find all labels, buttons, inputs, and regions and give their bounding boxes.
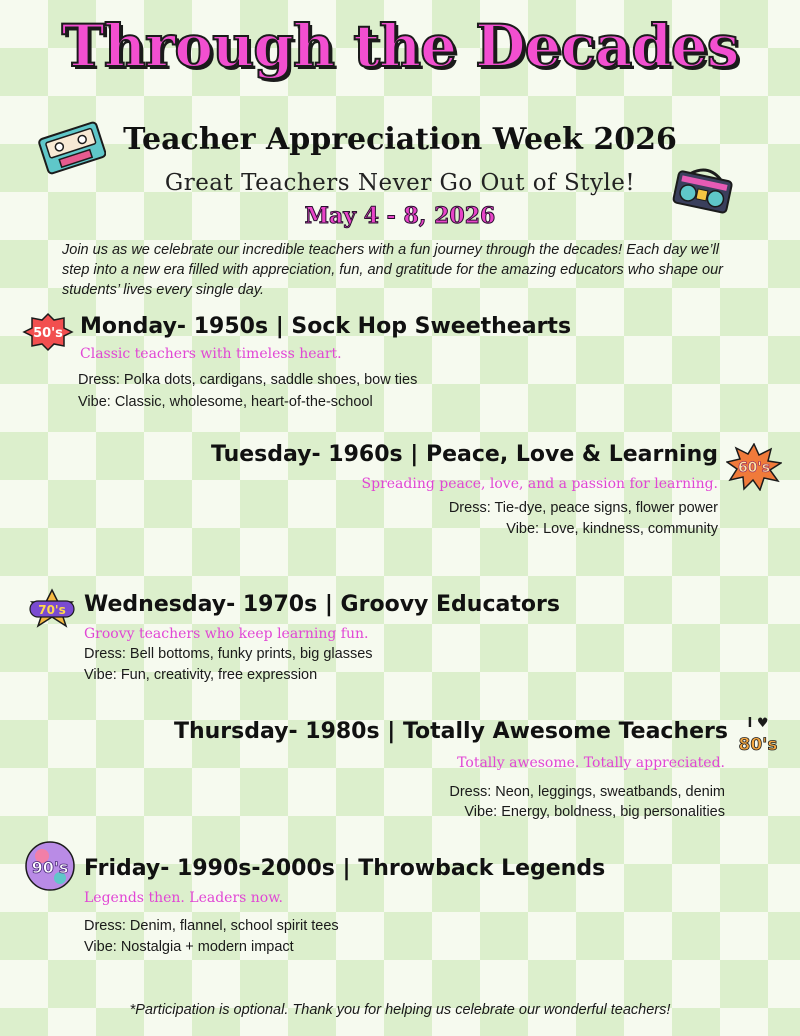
sixties-badge-icon	[726, 443, 782, 491]
day-vibe-friday: Vibe: Nostalgia + modern impact	[84, 939, 294, 955]
page-title: Through the Decades	[61, 12, 739, 80]
footer-note: *Participation is optional. Thank you for helping us celebrate our wonderful teachers!	[129, 1002, 671, 1018]
day-heading-tuesday: Tuesday- 1960s | Peace, Love & Learning	[210, 442, 718, 467]
event-subtitle: Teacher Appreciation Week 2026	[123, 122, 677, 157]
day-vibe-monday: Vibe: Classic, wholesome, heart-of-the-school	[78, 394, 373, 410]
day-dress-friday: Dress: Denim, flannel, school spirit tees	[84, 918, 339, 934]
day-dress-monday: Dress: Polka dots, cardigans, saddle shoes, bow ties	[78, 372, 418, 388]
day-tagline-thursday: Totally awesome. Totally appreciated.	[457, 755, 725, 771]
seventies-badge-text: 70's	[38, 603, 66, 617]
event-tagline: Great Teachers Never Go Out of Style!	[164, 170, 636, 196]
day-tagline-monday: Classic teachers with timeless heart.	[80, 346, 342, 362]
eighties-badge-icon	[736, 710, 780, 760]
day-tagline-friday: Legends then. Leaders now.	[84, 890, 284, 906]
nineties-badge-text: 90's	[31, 858, 69, 877]
event-dates: May 4 - 8, 2026	[304, 203, 496, 229]
day-heading-wednesday: Wednesday- 1970s | Groovy Educators	[84, 592, 560, 617]
fifties-badge-icon	[22, 312, 74, 352]
day-dress-thursday: Dress: Neon, leggings, sweatbands, denim	[449, 784, 725, 800]
day-tagline-tuesday: Spreading peace, love, and a passion for learning.	[361, 476, 718, 492]
day-dress-tuesday: Dress: Tie-dye, peace signs, flower power	[448, 500, 718, 516]
day-heading-monday: Monday- 1950s | Sock Hop Sweethearts	[80, 314, 572, 339]
day-heading-thursday: Thursday- 1980s | Totally Awesome Teachers	[173, 719, 728, 744]
day-vibe-thursday: Vibe: Energy, boldness, big personalities	[464, 804, 725, 820]
eighties-badge-text: 80's	[738, 735, 778, 755]
nineties-badge-icon	[24, 838, 76, 894]
seventies-badge-icon	[24, 588, 80, 630]
day-vibe-wednesday: Vibe: Fun, creativity, free expression	[84, 667, 318, 683]
day-heading-friday: Friday- 1990s-2000s | Throwback Legends	[84, 856, 606, 881]
intro-paragraph: Join us as we celebrate our incredible teachers with a fun journey through the decades! Each day we’ll step into a new era filled with appreciation, fun, and gratitude for the amazing educators who shape our students’ lives every single day.	[62, 242, 723, 298]
day-dress-wednesday: Dress: Bell bottoms, funky prints, big glasses	[84, 646, 373, 662]
sixties-badge-text: 60's	[737, 460, 771, 476]
eighties-badge-top-text: I ♥	[747, 716, 769, 731]
day-tagline-wednesday: Groovy teachers who keep learning fun.	[84, 626, 369, 642]
day-vibe-tuesday: Vibe: Love, kindness, community	[506, 521, 718, 537]
fifties-badge-text: 50's	[33, 326, 63, 341]
